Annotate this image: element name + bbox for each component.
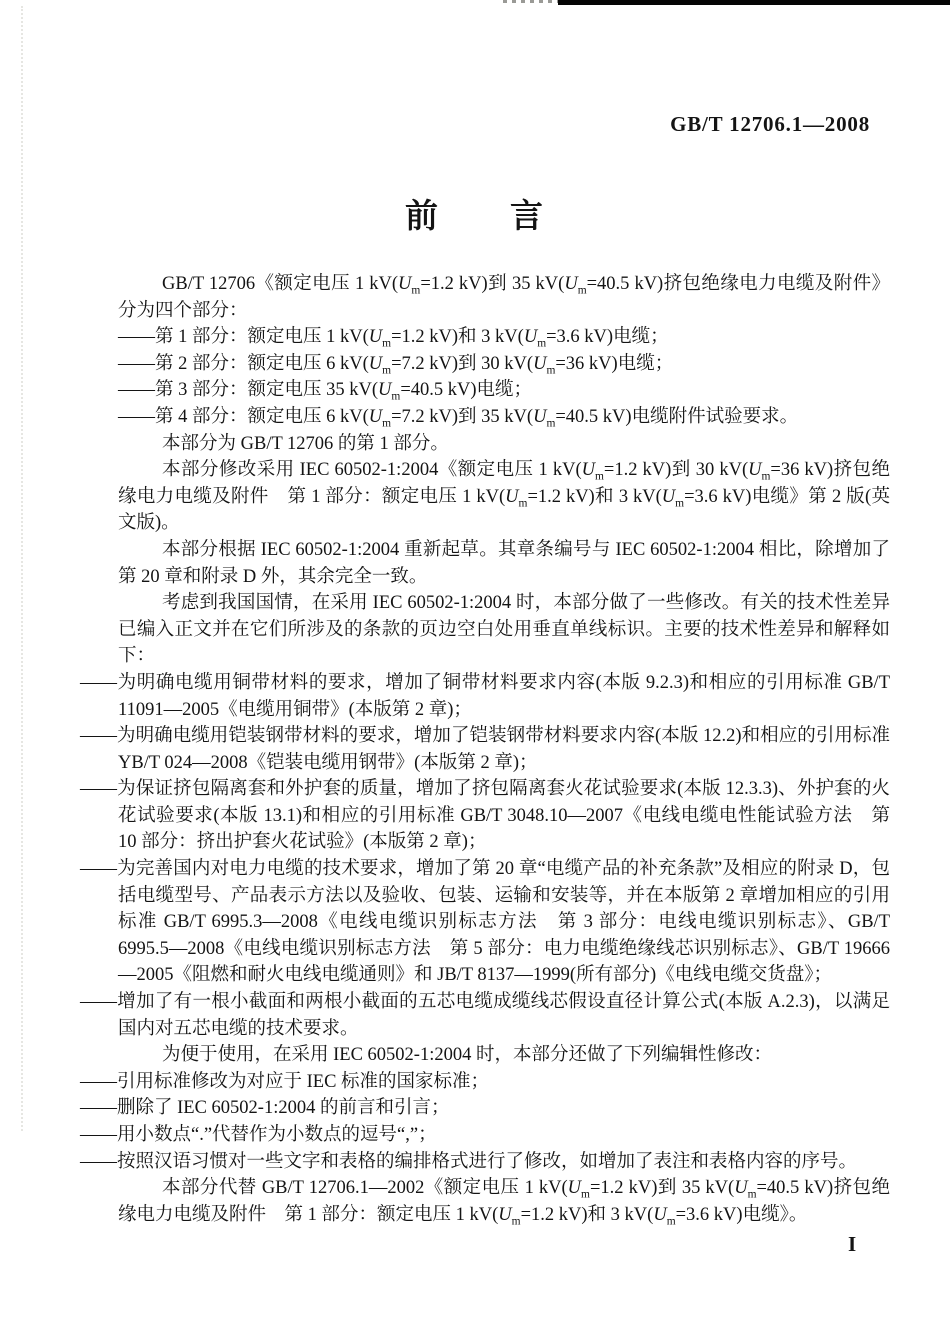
dash-list-item: ——按照汉语习惯对一些文字和表格的编排格式进行了修改，如增加了表注和表格内容的序号。	[80, 1151, 858, 1172]
standard-number: GB/T 12706.1—2008	[670, 112, 870, 136]
foreword-body	[80, 271, 890, 1228]
paragraph: 考虑到我国国情，在采用 IEC 60502-1:2004 时，本部分做了一些修改。有关的技术性差异已编入正文并在它们所涉及的条款的页边空白处用垂直单线标识。主要的技术性差异和解释如下：	[118, 593, 890, 667]
dash-list-item: ——第 4 部分：额定电压 6 $kV(U_m=7.2$ kV)到 35 $kV(U_m=40.5$ kV)电缆附件试验要求。	[118, 406, 799, 430]
dash-list-item: ——为完善国内对电力电缆的技术要求，增加了第 20 章“电缆产品的补充条款”及相应的附录 D，包括电缆型号、产品表示方法以及验收、包装、运输和安装等，并在本版第 2 章增加相应的引用标准 GB/T 6995.3—2008《电线电缆识别标志方法 第 3 部分：电线电缆识别标志》、GB/T 6995.5—2008《电线电缆识别标志方法 第 5 部分：电力电缆绝缘线芯识别标志》、GB/T 19666—2005《阻燃和耐火电线电缆通则》和 JB/T 8137—1999(所有部分)《电线电缆交货盘》；	[80, 859, 890, 986]
dash-list-item: ——第 1 部分：额定电压 1 $kV(U_m=1.2$ kV)和 3 $kV(U_m=3.6$ kV)电缆；	[118, 327, 669, 350]
dash-list-item: ——为明确电缆用铠装钢带材料的要求，增加了铠装钢带材料要求内容(本版 12.2)和相应的引用标准 YB/T 024—2008《铠装电缆用钢带》(本版第 2 章)；	[80, 726, 890, 773]
dash-list-item: ——删除了 IEC 60502-1:2004 的前言和引言；	[80, 1098, 450, 1119]
dash-list-item: ——引用标准修改为对应于 IEC 标准的国家标准；	[80, 1071, 490, 1092]
dash-list-item: ——增加了有一根小截面和两根小截面的五芯电缆成缆线芯假设直径计算公式(本版 A.2.3)，以满足国内对五芯电缆的技术要求。	[80, 992, 890, 1039]
dash-list-item: ——为保证挤包隔离套和外护套的质量，增加了挤包隔离套火花试验要求(本版 12.3.3)、外护套的火花试验要求(本版 13.1)和相应的引用标准 GB/T 3048.10—2007《电线电缆电性能试验方法 第 10 部分：挤出护套火花试验》(本版第 2 章)；	[80, 779, 890, 853]
scan-artifact-left-edge	[21, 6, 23, 1131]
dash-list-item: ——第 2 部分：额定电压 6 $kV(U_m=7.2$ kV)到 30 $kV(U_m=36$ kV)电缆；	[118, 353, 674, 377]
dash-list-item: ——用小数点“.”代替作为小数点的逗号“,”；	[80, 1125, 437, 1145]
page-title: 前 言	[405, 199, 545, 235]
page-number: I	[848, 1232, 857, 1256]
paragraph: 为便于使用，在采用 IEC 60502-1:2004 时，本部分还做了下列编辑性修改：	[162, 1045, 772, 1066]
dash-list-item: ——为明确电缆用铜带材料的要求，增加了铜带材料要求内容(本版 9.2.3)和相应的引用标准 GB/T 11091—2005《电缆用铜带》(本版第 2 章)；	[80, 672, 890, 720]
scan-artifact-top-bar	[558, 0, 950, 5]
paragraph: GB/T 12706《额定电压 1 $kV(U_m=1.2$ kV)到 35 $kV(U_m=40.5$ kV)挤包绝缘电力电缆及附件》分为四个部分：	[118, 274, 890, 321]
paragraph: 本部分为 GB/T 12706 的第 1 部分。	[162, 433, 449, 454]
paragraph: 本部分代替 GB/T 12706.1—2002《额定电压 1 $kV(U_m=1.2$ kV)到 35 $kV(U_m=40.5$ kV)挤包绝缘电力电缆及附件 第 1 部分：额定电压 1 $kV(U_m=1.2$ kV)和 3 $kV(U_m=3.6$ kV)电缆》。	[118, 1178, 890, 1228]
dash-list-item: ——第 3 部分：额定电压 35 $kV(U_m=40.5$ kV)电缆；	[118, 380, 533, 404]
paragraph: 本部分根据 IEC 60502-1:2004 重新起草。其章条编号与 IEC 60502-1:2004 相比，除增加了第 20 章和附录 D 外，其余完全一致。	[118, 539, 890, 587]
paragraph: 本部分修改采用 IEC 60502-1:2004《额定电压 1 $kV(U_m=1.2$ kV)到 30 $kV(U_m=36$ kV)挤包绝缘电力电缆及附件 第 1 部分：额定电压 1 $kV(U_m=1.2$ kV)和 3 $kV(U_m=3.6$ kV)电缆》第 2 版(英文版)。	[118, 460, 890, 534]
